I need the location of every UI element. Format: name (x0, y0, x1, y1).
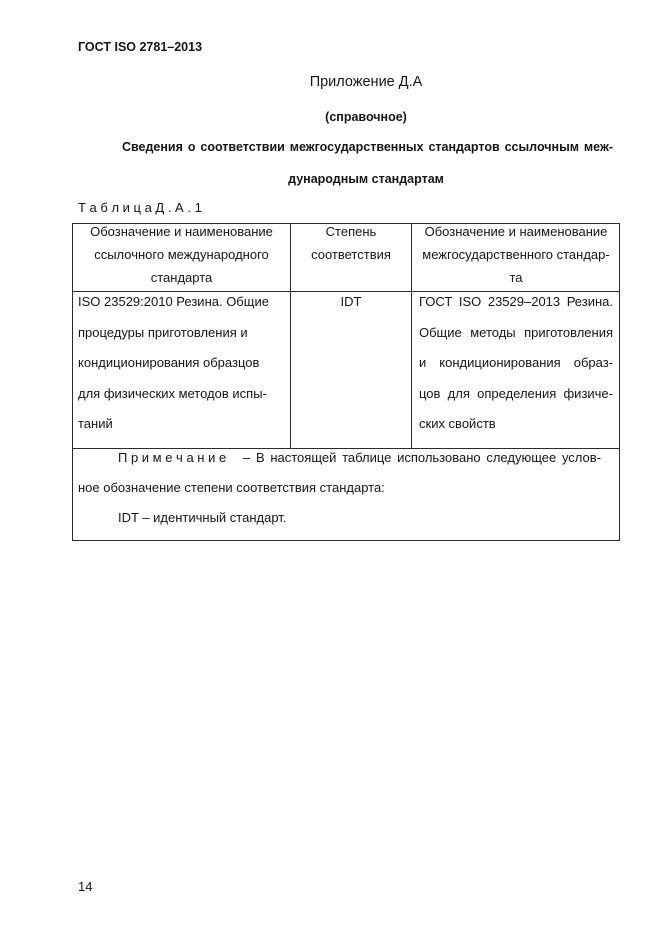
header-cell-line: Степень (325, 224, 377, 239)
document-designation: ГОСТ ISO 2781–2013 (78, 40, 203, 54)
table-header-interstate-standard (412, 224, 620, 291)
cell-line: ских свойств (419, 416, 496, 431)
header-cell-line: ссылочного международного (94, 247, 269, 262)
header-cell-line: стандарта (150, 270, 213, 285)
cell-line: процедуры приготовления и (78, 325, 248, 340)
header-cell-line: та (509, 270, 523, 285)
table-note (73, 449, 619, 540)
note-line: ное обозначение степени соответствия стандарта: (78, 480, 385, 495)
table-cell-degree (291, 292, 411, 448)
table-caption: Т а б л и ц а Д . А . 1 (78, 200, 202, 215)
table-header-degree (291, 224, 411, 291)
cell-line: для физических методов испы- (78, 386, 267, 401)
page-number: 14 (78, 879, 93, 894)
cell-line (419, 294, 613, 310)
table-cell-interstate-standard (412, 292, 620, 448)
cell-line-text: Общие методы приготовления (419, 325, 613, 340)
appendix-heading-line: дународным стандартам (288, 172, 444, 186)
note-line: IDT – идентичный стандарт. (118, 510, 287, 525)
header-cell-line: Обозначение и наименование (90, 224, 273, 239)
note-label: П р и м е ч а н и е (118, 450, 227, 465)
cell-line (419, 325, 613, 341)
appendix-heading-line (122, 139, 613, 155)
table-header-international-standard (73, 224, 290, 291)
note-line-text: – В настоящей таблице использовано следующее услов- (243, 450, 601, 465)
header-cell-line: Обозначение и наименование (424, 224, 608, 239)
cell-line-text: и кондиционирования образ- (419, 355, 613, 370)
cell-line-text: цов для определения физиче- (419, 386, 613, 401)
cell-line: таний (78, 416, 113, 431)
cell-line: IDT (340, 294, 362, 309)
header-cell-line: соответствия (311, 247, 391, 262)
note-line (243, 450, 601, 466)
appendix-status: (справочное) (325, 110, 407, 124)
appendix-title: Приложение Д.А (309, 74, 423, 90)
cell-line (419, 386, 613, 402)
cell-line: ISO 23529:2010 Резина. Общие (78, 294, 269, 309)
cell-line-text: ГОСТ ISO 23529–2013 Резина. (419, 294, 613, 309)
cell-line (419, 355, 613, 371)
table-cell-international-standard (73, 292, 290, 448)
cell-line: кондиционирования образцов (78, 355, 260, 370)
header-cell-line: межгосударственного стандар- (422, 247, 610, 262)
appendix-heading-text: Сведения о соответствии межгосударственных стандартов ссылочным меж- (122, 140, 613, 154)
